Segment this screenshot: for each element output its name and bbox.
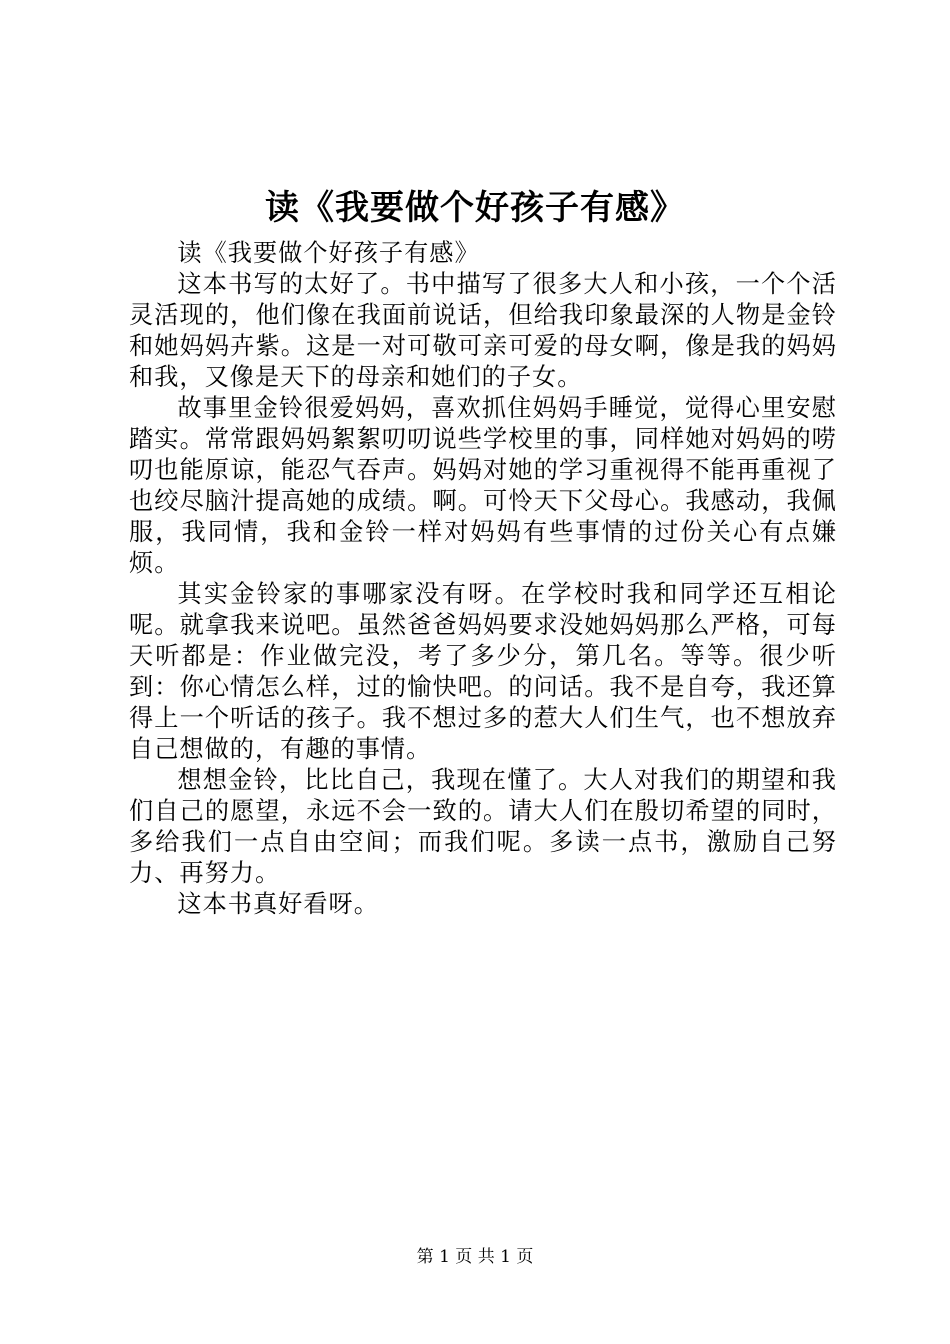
paragraph-5: 这本书真好看呀。 [177, 890, 379, 918]
document-title: 读《我要做个好孩子有感》 [265, 188, 685, 228]
paragraph-1: 这本书写的太好了。书中描写了很多大人和小孩，一个个活灵活现的，他们像在我面前说话，但给我印象最深的人物是金铃和她妈妈卉紫。这是一对可敬可亲可爱的母女啊，像是我的妈妈和我，又像是天下的母亲和她们的子女。 [129, 270, 837, 391]
paragraph-3: 其实金铃家的事哪家没有呀。在学校时我和同学还互相论呢。就拿我来说吧。虽然爸爸妈妈要求没她妈妈那么严格，可每天听都是：作业做完没，考了多少分，第几名。等等。很少听到：你心情怎么样，过的愉快吧。的问话。我不是自夸，我还算得上一个听话的孩子。我不想过多的惹大人们生气，也不想放弃自己想做的，有趣的事情。 [129, 580, 837, 763]
document-body [129, 238, 837, 920]
paragraph-4: 想想金铃，比比自己，我现在懂了。大人对我们的期望和我们自己的愿望，永远不会一致的。请大人们在殷切希望的同时，多给我们一点自由空间；而我们呢。多读一点书，激励自己努力、再努力。 [129, 766, 837, 887]
paragraph-2: 故事里金铃很爱妈妈，喜欢抓住妈妈手睡觉，觉得心里安慰踏实。常常跟妈妈絮絮叨叨说些学校里的事，同样她对妈妈的唠叨也能原谅，能忍气吞声。妈妈对她的学习重视得不能再重视了也绞尽脑汁提高她的成绩。啊。可怜天下父母心。我感动，我佩服，我同情，我和金铃一样对妈妈有些事情的过份关心有点嫌烦。 [129, 394, 837, 577]
paragraph-subtitle: 读《我要做个好孩子有感》 [177, 239, 480, 267]
page-number-footer: 第 1 页 共 1 页 [416, 1247, 534, 1267]
